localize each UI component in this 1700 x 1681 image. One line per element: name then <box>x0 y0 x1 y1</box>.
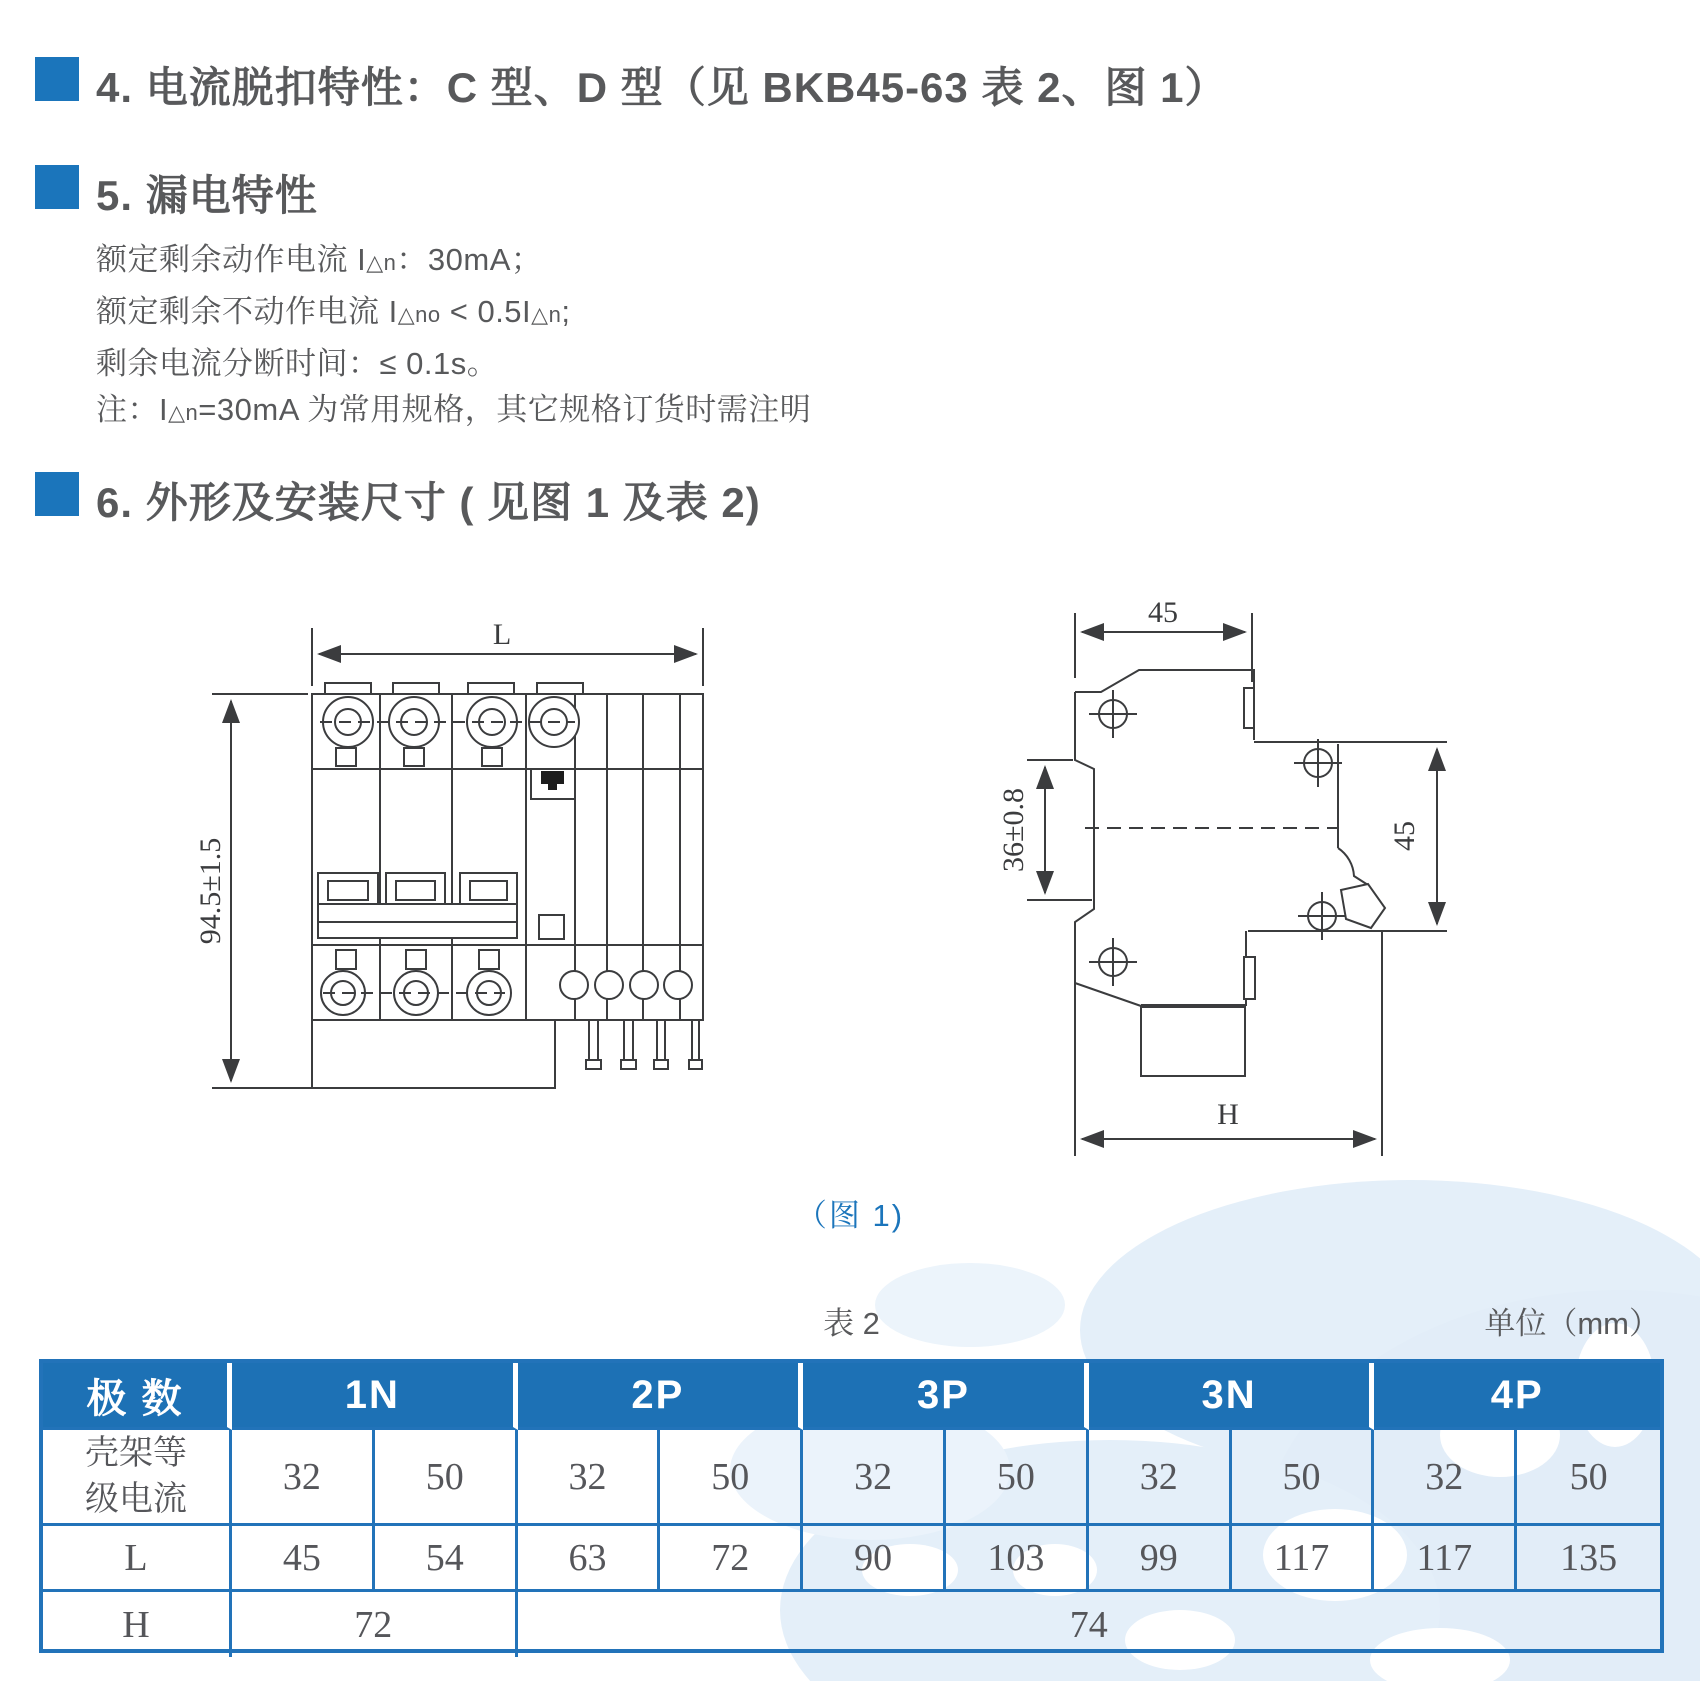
table-cell: 72 <box>232 1592 518 1657</box>
dim-label-right-45: 45 <box>1388 821 1421 851</box>
table-cell: 90 <box>803 1526 946 1592</box>
table-caption: 表 2 <box>823 1306 880 1341</box>
table-cell: 32 <box>803 1430 946 1526</box>
table-cell: 103 <box>946 1526 1089 1592</box>
table-cell: 54 <box>375 1526 518 1592</box>
leakage-line-2: 额定剩余不动作电流 I△no < 0.5I△n; <box>96 294 571 329</box>
unit-label: 单位（mm） <box>1484 1306 1660 1341</box>
blue-bullet-square <box>35 57 79 101</box>
table-header-2P: 2P <box>518 1363 804 1430</box>
table-cell: 117 <box>1232 1526 1375 1592</box>
table-cell: 74 <box>1069 1603 1108 1646</box>
section-4-title: 4. 电流脱扣特性：C 型、D 型（见 BKB45-63 表 2、图 1） <box>96 64 1228 111</box>
table-cell: 32 <box>232 1430 375 1526</box>
table-header-poles: 极 数 <box>43 1363 232 1430</box>
section-6-title: 6. 外形及安装尺寸 ( 见图 1 及表 2) <box>96 479 761 526</box>
section-5-title: 5. 漏电特性 <box>96 172 318 219</box>
table-cell: 63 <box>518 1526 661 1592</box>
dim-label-L: L <box>492 618 512 651</box>
leakage-line-3: 剩余电流分断时间：≤ 0.1s。 <box>96 346 499 381</box>
row-label-H: H <box>43 1592 232 1657</box>
dim-label-height: 94.5±1.5 <box>194 837 227 945</box>
table-cell: 32 <box>518 1430 661 1526</box>
dim-label-groove: 36±0.8 <box>997 788 1030 872</box>
leakage-line-4: 注：I△n=30mA 为常用规格，其它规格订货时需注明 <box>96 392 812 427</box>
dim-label-top-45: 45 <box>1148 596 1178 629</box>
row-label-L: L <box>43 1526 232 1592</box>
table-cell: 117 <box>1374 1526 1517 1592</box>
blue-bullet-square <box>35 472 79 516</box>
front-view-drawing <box>190 556 730 1101</box>
table-cell: 135 <box>1517 1526 1660 1592</box>
table-cell: 99 <box>1089 1526 1232 1592</box>
section-6-heading <box>35 470 761 530</box>
side-view-drawing <box>950 556 1490 1166</box>
section-4-heading <box>35 55 1228 115</box>
table-cell: 50 <box>375 1430 518 1526</box>
section-5-heading <box>35 163 318 223</box>
table-header-4P: 4P <box>1374 1363 1660 1430</box>
table-header-1N: 1N <box>232 1363 518 1430</box>
table-cell: 72 <box>660 1526 803 1592</box>
blue-bullet-square <box>35 165 79 209</box>
table-cell: 50 <box>660 1430 803 1526</box>
dim-label-H: H <box>1217 1098 1239 1131</box>
table-cell: 32 <box>1374 1430 1517 1526</box>
leakage-line-1: 额定剩余动作电流 I△n：30mA； <box>96 242 543 277</box>
row-label-frame-current: 壳架等 级电流 <box>43 1430 232 1526</box>
table-cell: 50 <box>1517 1430 1660 1526</box>
table-header-3N: 3N <box>1089 1363 1375 1430</box>
table-header-3P: 3P <box>803 1363 1089 1430</box>
table-cell: 50 <box>1232 1430 1375 1526</box>
poles-dimension-table <box>39 1359 1664 1653</box>
table-cell: 50 <box>946 1430 1089 1526</box>
table-cell: 32 <box>1089 1430 1232 1526</box>
table-cell: 45 <box>232 1526 375 1592</box>
figure-caption: （图 1) <box>795 1198 905 1233</box>
